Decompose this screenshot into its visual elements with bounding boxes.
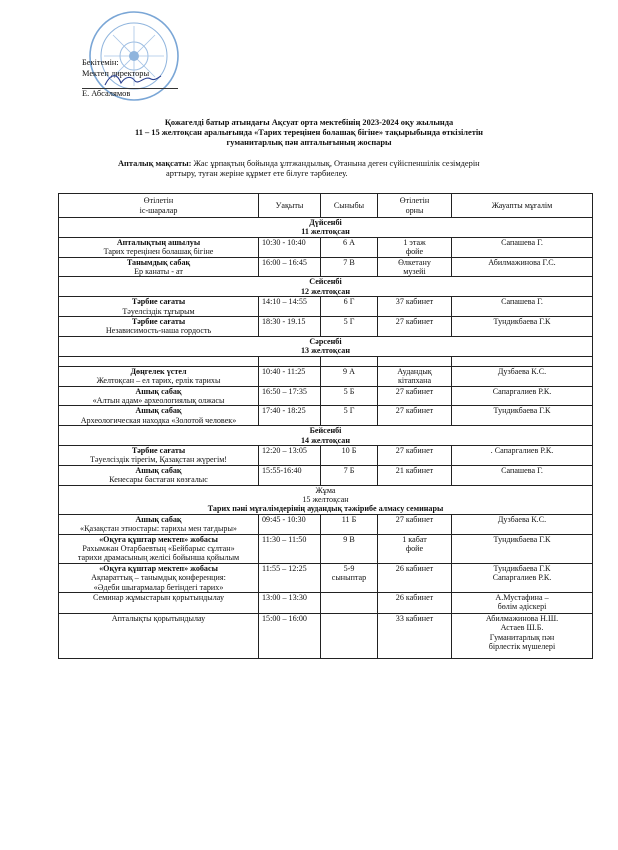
col-header-place: Өтілетін орны (378, 194, 452, 218)
day-row-tuesday: Сейсенбі 12 желтоқсан (59, 277, 593, 297)
schedule-table (58, 193, 593, 659)
approval-label: Бекітемін: (82, 58, 119, 67)
signature (103, 71, 163, 89)
director-name-block (82, 89, 130, 100)
table-row: Ашық сабақ «Қазақстан этностары: тарихы мен тағдыры» 09:45 - 10:30 11 Б 27 кабинет Дузбаева К.С. (59, 514, 593, 534)
director-name: Е. Абсалямов (82, 89, 131, 98)
table-row: Ашық сабақ «Алтын адам» археологиялық олжасы 16:50 – 17:35 5 Б 27 кабинет Сапаргалиев Р.К. (59, 386, 593, 406)
table-row: Апталықты қорытындылау 15:00 – 16:00 33 кабинет Абилмажинова Н.Ш. Астаев Ш.Б. Гуманитарлық пән бірлестік мүшелері (59, 614, 593, 659)
day-row-monday: Дүйсенбі 11 желтоқсан (59, 218, 593, 238)
heading-line-3: гуманитарлық пән апталығының жоспары (226, 137, 392, 147)
aim-label: Апталық мақсаты: (118, 159, 192, 168)
day-row-friday: Жұма 15 желтоқсан Тарих пәні мұғалімдерінің аудандық тәжірибе алмасу семинары (59, 485, 593, 514)
week-aim (118, 159, 508, 180)
col-header-time: Уақыты (259, 194, 321, 218)
table-row: «Оқуға құштар мектеп» жобасы Ақпараттық – танымдық конференция: «Әдеби шығармалар бетіндегі тарих» 11:55 – 12:25 5-9 сыныптар 26 кабинет Тундикбаева Г.К Сапаргалиев Р.К. (59, 563, 593, 592)
day-row-wednesday: Сәрсенбі 13 желтоқсан (59, 336, 593, 356)
table-row: Апталықтың ашылуы Тарих тереңінен болашақ бігіне 10:30 - 10:40 6 А 1 этаж фойе Сапашева Г. (59, 237, 593, 257)
aim-text-1: Жас ұрпақтың бойында ұлтжандылық, Отанына деген сүйіспеншілік сезімдерін (191, 159, 480, 168)
col-header-class: Сыныбы (321, 194, 378, 218)
col-header-event: Өтілетін іс-шаралар (59, 194, 259, 218)
table-row: «Оқуға құштар мектеп» жобасы Рахымжан Отарбаевтың «Бейбарыс сұлтан» тарихи драмасының желісі бойынша қойылым 11:30 – 11:50 9 В 1 кабат фойе Тундикбаева Г.К (59, 534, 593, 563)
table-row: Дөңгелек үстел Желтоқсан – ел тарих, ерлік тарихы 10:40 - 11:25 9 А Аудандық кітапхана Дузбаева К.С. (59, 366, 593, 386)
spacer-row (59, 356, 593, 366)
day-row-thursday: Бейсенбі 14 желтоқсан (59, 426, 593, 446)
document-heading (0, 118, 618, 148)
approval-position: Мектеп директоры (82, 68, 150, 78)
table-row: Танымдық сабақ Ер канаты - ат 16:00 – 16:45 7 В Өлкетану музейі Абилмажинова Г.С. (59, 257, 593, 277)
heading-line-2: 11 – 15 желтоқсан аралығында «Тарих тереңінен болашақ бігіне» тақырыбында өткізілетін (135, 127, 483, 137)
table-row: Тәрбие сағаты Независимость-наша гордость 18:30 - 19.15 5 Г 27 кабинет Тундикбаева Г.К (59, 317, 593, 337)
table-row: Тәрбие сағаты Тәуелсіздік тұғырым 14:10 – 14:55 6 Г 37 кабинет Сапашева Г. (59, 297, 593, 317)
table-row: Ашық сабақ Археологическая находка «Золотой человек» 17:40 - 18:25 5 Г 27 кабинет Тундикбаева Г.К (59, 406, 593, 426)
col-header-teacher: Жауапты мұғалім (452, 194, 593, 218)
table-row: Тәрбие сағаты Тәуелсіздік тірегім, Қазақстан жүрегім! 12:20 – 13:05 10 Б 27 кабинет . Сапаргалиев Р.К. (59, 445, 593, 465)
table-row: Ашық сабақ Кенесары бастаған көзғалыс 15:55-16:40 7 Б 21 кабинет Сапашева Г. (59, 465, 593, 485)
aim-text-2: арттыру, туған жеріне құрмет ете білуге тәрбиелеу. (166, 169, 348, 179)
heading-line-1: Қожагелді батыр атындағы Ақсуат орта мектебінің 2023-2024 оқу жылында (164, 118, 454, 127)
table-row: Семинар жұмыстарын қорытындылау 13:00 – 13:30 26 кабинет А.Мустафина – бөлім әдіскері (59, 593, 593, 614)
table-header-row (59, 194, 593, 218)
